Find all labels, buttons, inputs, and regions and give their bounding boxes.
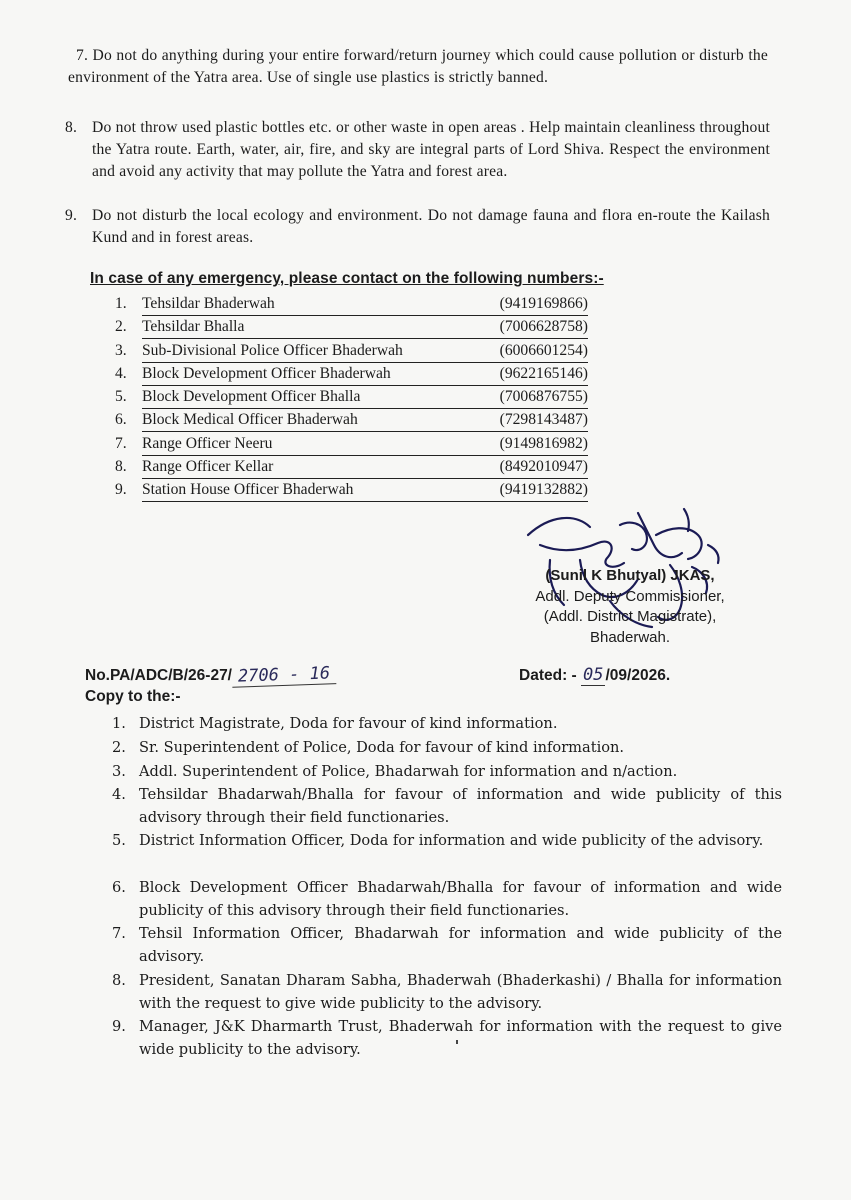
contact-row [110,340,600,363]
copy-to-text: Sr. Superintendent of Police, Doda for favour of kind information. [139,739,625,756]
signature-block [500,566,760,648]
ink-speck [456,1040,458,1044]
advisory-point-text: Do not do anything during your entire forward/return journey which could cause pollution or disturb the environment of the Yatra area. Use of single use plastics is strictly banned. [68,47,768,86]
signatory-role: (Addl. District Magistrate), [543,608,717,625]
copy-to-item [112,969,782,1015]
copy-to-item [112,736,782,759]
copy-to-number: 1. [112,715,126,732]
copy-to-number: 3. [112,763,126,780]
signatory-designation: Addl. Deputy Commissioner, [535,587,725,605]
contact-phone: (9419169866) [472,293,588,316]
reference-number [85,665,336,686]
contact-name: Range Officer Kellar [142,456,482,479]
copy-to-item [112,829,782,852]
copy-to-item [112,760,782,783]
contact-phone: (7298143487) [472,409,588,432]
contact-phone: (9622165146) [472,363,588,386]
copy-to-text: Tehsildar Bhadarwah/Bhalla for favour of information and wide publicity of this advisory through their field functionaries. [139,786,782,826]
contact-name: Station House Officer Bhaderwah [142,479,482,502]
contact-phone: (6006601254) [472,340,588,363]
advisory-point-number: 9. [65,207,78,224]
copy-to-text: President, Sanatan Dharam Sabha, Bhaderwah (Bhaderkashi) / Bhalla for information with the request to give wide publicity to the advisory. [139,972,782,1012]
contact-name: Sub-Divisional Police Officer Bhaderwah [142,340,482,363]
contact-number: 9. [115,481,127,499]
contact-phone: (8492010947) [472,456,588,479]
copy-to-number: 2. [112,739,126,756]
copy-to-text: Block Development Officer Bhadarwah/Bhalla for favour of information and wide publicity of this advisory through their field functionaries. [139,879,782,919]
contact-name: Range Officer Neeru [142,433,482,456]
contact-row [110,363,600,386]
copy-to-item [112,1015,782,1061]
copy-to-text: District Information Officer, Doda for information and wide publicity of the advisory. [139,832,764,849]
contact-name: Tehsildar Bhalla [142,316,482,339]
copy-to-item [112,922,782,968]
contact-name: Block Medical Officer Bhaderwah [142,409,482,432]
copy-to-text: Tehsil Information Officer, Bhadarwah for information and wide publicity of the advisory. [139,925,782,965]
copy-to-number: 9. [112,1018,126,1035]
contact-number: 8. [115,458,127,476]
copy-to-item [112,712,782,735]
copy-to-number: 7. [112,925,126,942]
advisory-point-number: 8. [65,119,78,136]
dated-line [519,665,670,686]
contact-phone: (7006876755) [472,386,588,409]
contact-number: 5. [115,388,127,406]
copy-to-number: 4. [112,786,126,803]
dated-rest: /09/2026. [605,667,671,684]
contact-phone: (9149816982) [472,433,588,456]
contact-number: 7. [115,434,127,452]
copy-to-text: District Magistrate, Doda for favour of kind information. [139,715,558,732]
reference-prefix: No.PA/ADC/B/26-27/ [85,667,232,684]
advisory-point-text: Do not disturb the local ecology and environment. Do not damage fauna and flora en-route the Kailash Kund and in forest areas. [92,207,770,246]
contact-row [110,456,600,479]
contact-phone: (9419132882) [472,479,588,502]
contact-name: Tehsildar Bhaderwah [142,293,482,316]
copy-to-number: 6. [112,879,126,896]
copy-to-item [112,876,782,922]
contact-row [110,316,600,339]
contact-row [110,433,600,456]
signatory-place: Bhaderwah. [589,628,671,646]
contact-number: 3. [115,341,127,359]
contact-number: 6. [115,411,127,429]
contact-number: 1. [115,295,127,312]
copy-to-heading: Copy to the:- [85,688,181,705]
handwritten-date-day: 05 [583,665,604,685]
contact-name: Block Development Officer Bhalla [142,386,482,409]
contact-phone: (7006628758) [472,316,588,339]
advisory-point-number: 7. [76,47,89,64]
advisory-point-8 [65,117,770,183]
contact-name: Block Development Officer Bhaderwah [142,363,482,386]
contact-row [110,479,600,502]
advisory-point-7 [68,45,768,89]
copy-to-text: Addl. Superintendent of Police, Bhadarwah for information and n/action. [139,763,678,780]
dated-label: Dated: - [519,667,581,684]
contact-number: 4. [115,364,127,382]
handwritten-dispatch-number: 2706 - 16 [232,663,337,688]
copy-to-number: 8. [112,972,126,989]
advisory-point-9 [65,205,770,249]
emergency-heading: In case of any emergency, please contact on the following numbers:- [90,270,604,287]
signatory-name: (Sunil K Bhutyal) JKAS, [545,567,715,584]
emergency-contact-list [110,293,600,503]
copy-to-number: 5. [112,832,126,849]
contact-row [110,409,600,432]
advisory-point-text: Do not throw used plastic bottles etc. or other waste in open areas . Help maintain cleanliness throughout the Yatra route. Earth, water, air, fire, and sky are integral parts of Lord Shiva. Respect the environment and avoid any activity that may pollute the Yatra and forest area. [92,119,770,180]
contact-row [110,293,600,316]
copy-to-item [112,783,782,829]
copy-to-text: Manager, J&K Dharmarth Trust, Bhaderwah for information with the request to give wide publicity to the advisory. [139,1018,782,1058]
contact-row [110,386,600,409]
contact-number: 2. [115,318,127,336]
